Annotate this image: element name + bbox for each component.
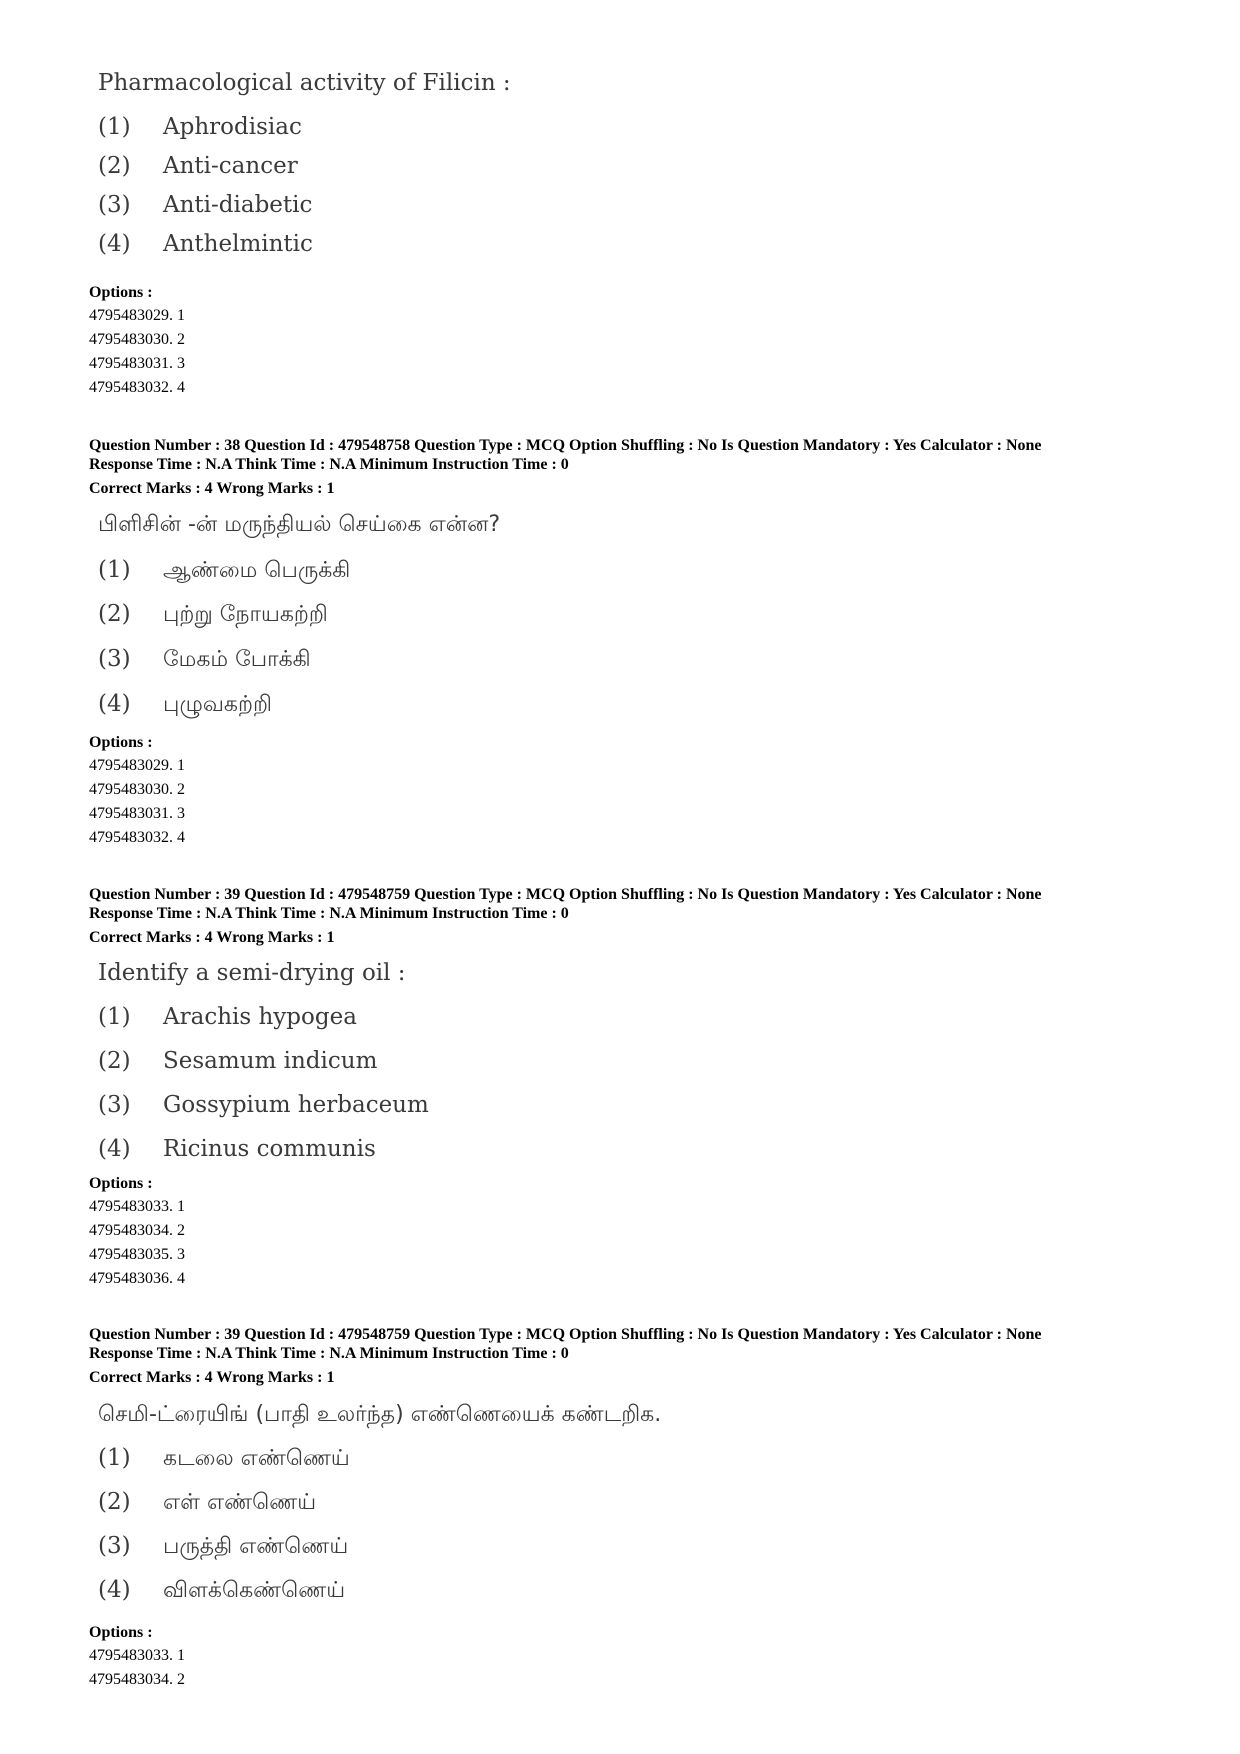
question-marks: Correct Marks : 4 Wrong Marks : 1 [89,480,335,497]
question-text: Pharmacological activity of Filicin : [98,70,511,96]
option-row [98,231,313,257]
option-text: பருத்தி எண்ணெய் [163,1534,349,1559]
question-text: பிளிசின் -ன் மருந்தியல் செய்கை என்ன? [98,512,501,537]
option-text: Arachis hypogea [163,1004,357,1030]
question-marks: Correct Marks : 4 Wrong Marks : 1 [89,1369,335,1386]
question-text: செமி-ட்ரையிங் (பாதி உலர்ந்த) எண்ணெயைக் கண்டறிக. [98,1402,662,1427]
option-code: 4795483035. 3 [89,1246,185,1263]
question-header [89,1325,1042,1363]
option-text: கடலை எண்ணெய் [163,1446,350,1471]
option-number: (4) [98,691,131,717]
option-code: 4795483031. 3 [89,805,185,822]
option-number: (1) [98,557,131,583]
option-code: 4795483034. 2 [89,1671,185,1688]
question-header-line: Response Time : N.A Think Time : N.A Minimum Instruction Time : 0 [89,905,569,922]
option-text: விளக்கெண்ணெய் [163,1578,346,1603]
option-text: Gossypium herbaceum [163,1092,429,1118]
option-code: 4795483030. 2 [89,781,185,798]
option-number: (4) [98,231,131,257]
option-row [98,1489,316,1518]
option-row [98,1136,376,1162]
option-row [98,1092,429,1118]
options-label: Options : [89,734,153,751]
option-number: (1) [98,1445,131,1471]
option-text: Anti-cancer [163,153,298,179]
option-number: (1) [98,114,131,140]
option-text: புழுவகற்றி [163,692,272,717]
option-number: (3) [98,192,131,218]
option-row [98,114,302,140]
option-row [98,1048,377,1074]
option-number: (2) [98,1048,131,1074]
question-marks: Correct Marks : 4 Wrong Marks : 1 [89,929,335,946]
option-row [98,1004,357,1030]
option-code: 4795483030. 2 [89,331,185,348]
option-code: 4795483031. 3 [89,355,185,372]
option-text: ஆண்மை பெருக்கி [163,558,351,583]
question-header-line: Question Number : 39 Question Id : 479548759 Question Type : MCQ Option Shuffling : No Is Question Mandatory : Yes Calculator : None [89,1326,1042,1343]
option-number: (2) [98,1489,131,1515]
question-text: Identify a semi-drying oil : [98,960,406,986]
option-row [98,601,328,630]
option-number: (4) [98,1136,131,1162]
option-code: 4795483032. 4 [89,379,185,396]
option-text: Sesamum indicum [163,1048,378,1074]
option-code: 4795483029. 1 [89,757,185,774]
option-text: புற்று நோயகற்றி [163,602,328,627]
option-code: 4795483034. 2 [89,1222,185,1239]
question-header [89,885,1042,923]
option-number: (1) [98,1004,131,1030]
option-number: (2) [98,153,131,179]
option-number: (3) [98,646,131,672]
option-number: (3) [98,1092,131,1118]
question-header-line: Response Time : N.A Think Time : N.A Minimum Instruction Time : 0 [89,456,569,473]
options-label: Options : [89,1175,153,1192]
option-text: Anti-diabetic [163,192,313,218]
question-header [89,436,1042,474]
option-number: (3) [98,1533,131,1559]
options-label: Options : [89,284,153,301]
option-row [98,646,311,675]
option-code: 4795483036. 4 [89,1270,185,1287]
option-text: எள் எண்ணெய் [163,1490,317,1515]
question-header-line: Response Time : N.A Think Time : N.A Minimum Instruction Time : 0 [89,1345,569,1362]
option-code: 4795483029. 1 [89,307,185,324]
option-text: மேகம் போக்கி [163,647,311,672]
option-number: (2) [98,601,131,627]
option-text: Aphrodisiac [163,114,302,140]
option-row [98,1577,345,1606]
option-text: Anthelmintic [163,231,313,257]
option-row [98,557,350,586]
option-code: 4795483033. 1 [89,1198,185,1215]
option-row [98,691,272,720]
option-code: 4795483032. 4 [89,829,185,846]
option-number: (4) [98,1577,131,1603]
question-header-line: Question Number : 39 Question Id : 479548759 Question Type : MCQ Option Shuffling : No Is Question Mandatory : Yes Calculator : None [89,886,1042,903]
option-text: Ricinus communis [163,1136,376,1162]
option-code: 4795483033. 1 [89,1647,185,1664]
option-row [98,192,312,218]
options-label: Options : [89,1624,153,1641]
option-row [98,1445,350,1474]
option-row [98,1533,348,1562]
question-header-line: Question Number : 38 Question Id : 479548758 Question Type : MCQ Option Shuffling : No Is Question Mandatory : Yes Calculator : None [89,437,1042,454]
option-row [98,153,298,179]
